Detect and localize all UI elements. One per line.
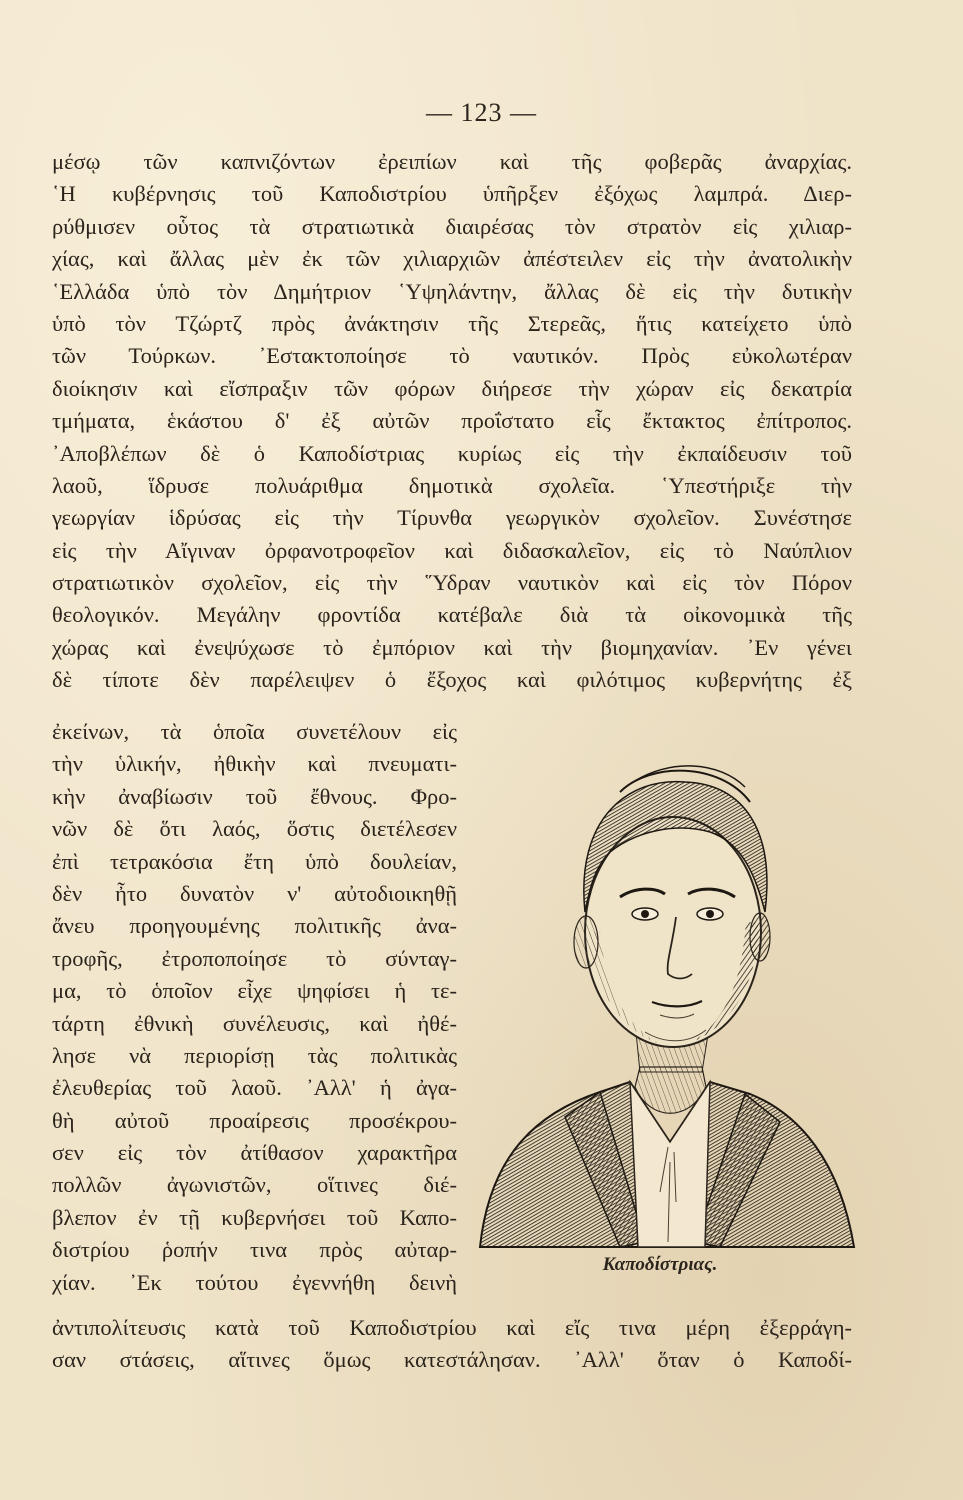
text-line: πολλῶν ἀγωνιστῶν, οἵτινες διέ-: [52, 1172, 457, 1198]
page-number: — 123 —: [426, 98, 537, 127]
text-line: ἐκείνων, τὰ ὁποῖα συνετέλουν εἰς: [52, 719, 457, 744]
text-line: λησε νὰ περιορίσῃ τὰς πολιτικὰς: [52, 1042, 457, 1068]
text-line: δὲ τίποτε δὲν παρέλειψεν ὁ ἔξοχος καὶ φιλότιμος κυβερνήτης ἐξ: [52, 667, 852, 693]
text-line: κὴν ἀναβίωσιν τοῦ ἔθνους. Φρο-: [52, 783, 457, 809]
text-line: διστρίου ῥοπήν τινα πρὸς αὐταρ-: [52, 1237, 457, 1263]
text-line: χίαν. ᾿Εκ τούτου ἐγεννήθη δεινὴ: [52, 1269, 457, 1295]
text-line: εἰς τὴν Αἴγιναν ὀρφανοτροφεῖον καὶ διδασκαλεῖον, εἰς τὸ Ναύπλιον: [52, 537, 852, 563]
text-line: λαοῦ, ἵδρυσε πολυάριθμα δημοτικὰ σχολεῖα. ῾Υπεστήριξε τὴν: [52, 472, 852, 498]
text-line: ρύθμισεν οὗτος τὰ στρατιωτικὰ διαιρέσας τὸν στρατὸν εἰς χιλιαρ-: [52, 213, 852, 239]
text-line: γεωργίαν ἱδρύσας εἰς τὴν Τίρυνθα γεωργικὸν σχολεῖον. Συνέστησε: [52, 505, 852, 531]
text-line: βλεπον ἐν τῇ κυβερνήσει τοῦ Καπο-: [52, 1204, 457, 1230]
portrait-engraving: [470, 722, 858, 1252]
text-line: σεν εἰς τὸν ἀτίθασον χαρακτῆρα: [52, 1140, 457, 1166]
text-line: χίας, καὶ ἄλλας μὲν ἐκ τῶν χιλιαρχιῶν ἀπέστειλεν εἰς τὴν ἀνατολικὴν: [52, 246, 852, 272]
text-line: ἐπὶ τετρακόσια ἔτη ὑπὸ δουλείαν,: [52, 848, 457, 874]
text-line: τμήματα, ἑκάστου δ' ἐξ αὐτῶν προΐστατο εἷς ἔκτακτος ἐπίτροπος.: [52, 408, 852, 434]
text-line: θεολογικόν. Μεγάλην φροντίδα κατέβαλε διὰ τὰ οἰκονομικὰ τῆς: [52, 602, 852, 628]
text-line: ἀντιπολίτευσις κατὰ τοῦ Καποδιστρίου καὶ εἴς τινα μέρη ἐξερράγη-: [52, 1315, 852, 1340]
text-line: νῶν δὲ ὅτι λαός, ὅστις διετέλεσεν: [52, 816, 457, 842]
text-line: ἄνευ προηγουμένης πολιτικῆς ἀνα-: [52, 913, 457, 939]
text-line: ᾿Αποβλέπων δὲ ὁ Καποδίστριας κυρίως εἰς τὴν ἐκπαίδευσιν τοῦ: [52, 440, 852, 466]
text-line: μα, τὸ ὁποῖον εἶχε ψηφίσει ἡ τε-: [52, 978, 457, 1004]
text-line: ῾Η κυβέρνησις τοῦ Καποδιστρίου ὑπῆρξεν ἐξόχως λαμπρά. Διερ-: [52, 181, 852, 207]
text-line: τὴν ὑλικήν, ἠθικὴν καὶ πνευματι-: [52, 751, 457, 777]
body-text-beside-portrait: [52, 716, 457, 1299]
text-line: ὑπὸ τὸν Τζώρτζ πρὸς ἀνάκτησιν τῆς Στερεᾶς, ἥτις κατείχετο ὑπὸ: [52, 310, 852, 336]
text-line: τροφῆς, ἐτροποποίησε τὸ σύνταγ-: [52, 945, 457, 971]
text-line: στρατιωτικὸν σχολεῖον, εἰς τὴν ῞Υδραν ναυτικὸν καὶ εἰς τὸν Πόρον: [52, 570, 852, 596]
text-line: δὲν ἦτο δυνατὸν ν' αὐτοδιοικηθῇ: [52, 880, 457, 906]
portrait-caption: Καποδίστριας.: [602, 1254, 718, 1275]
text-line: διοίκησιν καὶ εἴσπραξιν τῶν φόρων διήρεσε τὴν χώραν εἰς δεκατρία: [52, 375, 852, 401]
body-text-top: [52, 146, 852, 697]
text-line: θὴ αὐτοῦ προαίρεσις προσέκρου-: [52, 1107, 457, 1133]
body-text-bottom: [52, 1312, 852, 1377]
text-line: σαν στάσεις, αἵτινες ὅμως κατεστάλησαν. ᾿Αλλ' ὅταν ὁ Καποδί-: [52, 1347, 852, 1373]
text-line: χώρας καὶ ἐνεψύχωσε τὸ ἐμπόριον καὶ τὴν βιομηχανίαν. ᾿Εν γένει: [52, 634, 852, 660]
text-line: ἐλευθερίας τοῦ λαοῦ. ᾿Αλλ' ἡ ἀγα-: [52, 1075, 457, 1101]
text-line: μέσῳ τῶν καπνιζόντων ἐρειπίων καὶ τῆς φοβερᾶς ἀναρχίας.: [52, 149, 852, 174]
text-line: τάρτη ἐθνικὴ συνέλευσις, καὶ ἠθέ-: [52, 1010, 457, 1036]
text-line: τῶν Τούρκων. ᾿Εστακτοποίησε τὸ ναυτικόν. Πρὸς εὐκολωτέραν: [52, 343, 852, 369]
text-line: ῾Ελλάδα ὑπὸ τὸν Δημήτριον ῾Υψηλάντην, ἄλλας δὲ εἰς τὴν δυτικὴν: [52, 278, 852, 304]
